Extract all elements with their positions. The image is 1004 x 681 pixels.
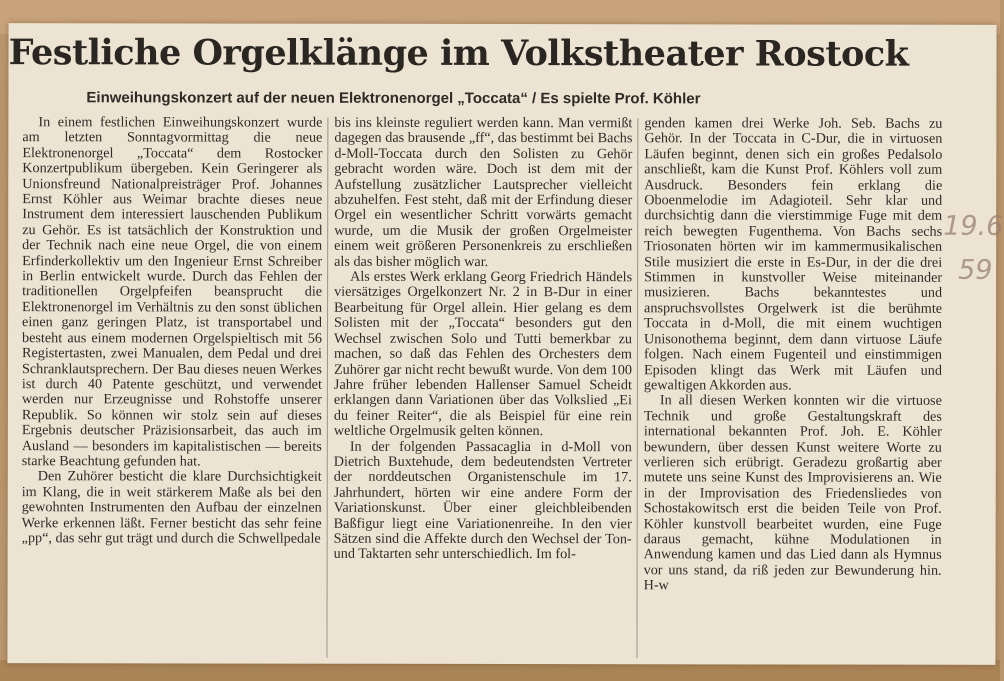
paragraph: bis ins kleinste reguliert werden kann. Man vermißt dagegen das brausende „ff“, das bestimmt bei Bachs d-Moll-Toccata durch den Solisten zu Gehör gebracht worden wäre. Doch ist dem mit der Aufstellung zusätzlicher Lautsprecher vielleicht abzuhelfen. Fest steht, daß mit der Erfindung dieser Orgel ein wesentlicher Schritt vorwärts gemacht wurde, um die Musik der großen Orgelmeister einem weit größeren Personenkreis zu erschließen als das bisher möglich war.	[334, 114, 633, 270]
headline: Festliche Orgelklänge im Volkstheater Rostock	[8, 32, 909, 75]
paragraph: Den Zuhörer besticht die klare Durchsichtigkeit im Klang, die in weit stärkerem Maße als bei den gewohnten Instrumenten den Aufbau der einzelnen Werke erkennen läßt. Ferner besticht das sehr feine „pp“, das sehr gut trägt und durch die Schwellpedale	[21, 468, 322, 547]
newspaper-clipping	[7, 23, 1004, 665]
column-divider	[636, 118, 638, 658]
handwritten-date: 19.6	[943, 210, 1004, 242]
subheadline: Einweihungskonzert auf der neuen Elektronenorgel „Toccata“ / Es spielte Prof. Köhler	[86, 89, 701, 108]
paragraph: In der folgenden Passacaglia in d-Moll von Dietrich Buxtehude, dem bedeutendsten Vertreter der norddeutschen Organistenschule im 17. Jahrhundert, hörten wir eine andere Form der Variationskunst. Über einer gleichbleibenden Baßfigur liegt eine Variationenreihe. In den vier Sätzen sind die Affekte durch den Wechsel der Ton- und Taktarten sehr unterschiedlich. Im fol-	[333, 438, 632, 563]
paragraph: In all diesen Werken konnten wir die virtuose Technik und große Gestaltungskraft des international bekannten Prof. Joh. E. Köhler bewundern, über dessen Kunst weitere Worte zu verlieren sich erübrigt. Geradezu großartig aber mutete uns seine Kunst des Improvisierens an. Wie in der Improvisation des Friedensliedes von Schostakowitsch erst die beiden Teile von Prof. Köhler kunstvoll bearbeitet wurden, eine Fuge daraus gemacht, kühne Modulationen in Anwendung kamen und das Lied dann als Hymnus vor uns stand, da riß jeden zur Bewunderung hin. H-w	[643, 392, 942, 594]
article-column-1	[22, 115, 323, 547]
handwritten-year: 59	[958, 254, 993, 286]
paragraph: In einem festlichen Einweihungskonzert wurde am letzten Sonntagvormittag die neue Elektronenorgel „Toccata“ dem Rostocker Konzertpublikum übergeben. Kein Geringerer als Unionsfreund Nationalpreisträger Prof. Johannes Ernst Köhler aus Weimar brachte dieses neue Instrument dem interessiert lauschenden Publikum zu Gehör. Es ist tatsächlich der Konstruktion und der Technik nach eine neue Orgel, die von einem Erfinderkollektiv um den Ingenieur Ernst Schreiber in Berlin entwickelt wurde. Durch das Fehlen der traditionellen Orgelpfeifen beansprucht die Elektronenorgel im Verhältnis zu den sonst üblichen einen ganz geringen Platz, ist transportabel und besteht aus einem modernen Orgelspieltisch mit 56 Registertasten, zwei Manualen, dem Pedal und drei Schranklautsprechern. Der Bau dieses neuen Werkes ist durch 40 Patente geschützt, und verwendet werden nur Erzeugnisse und Rohstoffe unserer Republik. So können wir stolz sein auf dieses Ergebnis deutscher Präzisionsarbeit, das auch im Ausland — besonders im kapitalistischen — bereits starke Beachtung gefunden hat.	[21, 114, 323, 470]
column-divider	[326, 118, 328, 658]
article-column-2	[334, 116, 633, 563]
paragraph: genden kamen drei Werke Joh. Seb. Bachs zu Gehör. In der Toccata in C-Dur, die in virtuosen Läufen beginnt, denen sich ein großes Pedalsolo anschließt, kam die Kunst Prof. Köhlers voll zum Ausdruck. Besonders fein erklang die Oboenmelodie im Adagioteil. Sehr klar und durchsichtig dann die vierstimmige Fuge mit dem reich bewegten Fugenthema. Von Bachs sechs Triosonaten hörten wir im kammermusikalischen Stile musiziert die erste in Es-Dur, in der die drei Stimmen in kunstvoller Weise miteinander musizieren. Bachs bekanntestes und anspruchsvollstes Orgelwerk ist die berühmte Toccata in d-Moll, die mit einem wuchtigen Unisonothema beginnt, dem dann virtuose Läufe folgen. Nach einem Fugenteil und einstimmigen Episoden klingt das Werk mit Läufen und gewaltigen Akkorden aus.	[643, 115, 943, 394]
paragraph: Als erstes Werk erklang Georg Friedrich Händels viersätziges Orgelkonzert Nr. 2 in B-Dur in einer Bearbeitung für Orgel allein. Hier gelang es dem Solisten mit der „Toccata“ besonders gut den Wechsel zwischen Solo und Tutti bemerkbar zu machen, so daß das Fehlen des Orchesters dem Zuhörer gar nicht recht bewußt wurde. Von dem 100 Jahre früher lebenden Hallenser Samuel Scheidt erklangen dann Variationen über das Volkslied „Ei du feiner Reiter“, die als Beispiel für eine rein weltliche Orgelmusik gelten können.	[333, 268, 633, 440]
article-column-3	[644, 116, 943, 594]
